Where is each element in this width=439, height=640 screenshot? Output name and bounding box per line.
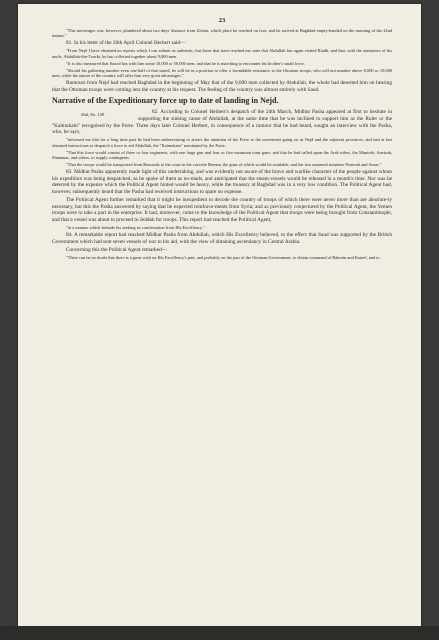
quote-transport: "That the troops would be transported from Bussorah to the coast in the corvette Brenna, the guns of which would be available, and the two unarmed steamers Ninevah and Assur.": [66, 162, 382, 168]
paragraph-84: 84. A remarkable report had reached Midhut Pasha from Abdullah, which His Excellency believed, to the effect that Saud was supported by the British Government which had sent seven vessels of war to his aid, with the view of obtaining ascendancy in Central Arabia.: [52, 232, 392, 245]
paragraph-83: 83. Midhut Pasha apparently made light of this undertaking, and was evidently not aware of the brave and warlike character of the people against whom his expedition was being despatched, as he spoke of them as no-mads, and anticipated that the steam-vessels would be released in a month's time. Nor was he deterred by the expense which the Political Agent hinted would be heavy, while the treasury at Baghdad was in a very low condition. The Political Agent had, however, subsequently heard that the Pasha had received instructions to spare no expense.: [52, 169, 392, 196]
quote-force-composition: "That this force would consist of three or four regiments, with one large gun and four or five mountain train guns; and that he had called upon the Arab tribes, the Muntefic Aneizah, Shammar, and others, to supply contingents.: [52, 149, 392, 161]
page-number: 23: [218, 17, 226, 24]
viewer-bottom-bar: [0, 626, 439, 640]
quote-porte-instructions: "informed me that for a long time past he had been endeavouring to attract the attention of the Porte to the movement going on in Nejd and the adjacent provinces, and had at last obtained instructions to despatch a force to aid Abdullah, the "Kaimukam" nominated by the Porte.: [52, 137, 392, 148]
document-page: [18, 4, 421, 626]
paragraph-political-agent: The Political Agent further remarked that it might be inexpedient to decode the country of troops of which there were never more than are absolute-ly necessary, but this the Pasha answered by saying that he expected reinforce-ments from Syria; and as previously conjectured by the Political Agent, the Yemen troops were to take a part in the enterprise. It had, moreover, come to the knowledge of the Political Agent that troops were being brought from Constantinople, and that a vessel was about to proceed to Jeddah for troops. This report had reached the Political Agent,: [52, 197, 392, 223]
section-heading: Narrative of the Expeditionary force up to date of landing in Nejd.: [52, 96, 279, 106]
paragraph-rumours: Rumours from Nejd had reached Baghdad in the beginning of May that of the 9,000 men collected by Abdullah, the whole had deserted him on hearing that the Ottoman troops were coming into the country at his request. The feeling of the country was almost entirely with Saud.: [52, 80, 392, 93]
quote-excellency: "in a manner which forbade his seeking its confirmation from His Excellency.": [66, 225, 205, 230]
paragraph-82: 82. According to Colonel Herbert's despatch of the 24th March, Midhut Pasha appeared at first to hesitate in supporting the sinking cause of Abdullah, at the same time that he was inclined to support him as the Ruler or the "Kaimukam" recognised by the Porte. Three days later Colonel Herbert, in consequence of a rumour that he had heard, sought an interview with the Pasha, who, he says,: [52, 109, 392, 136]
paragraph-81: 81. In his letter of the 20th April Colonel Herbert said—: [66, 40, 186, 47]
quote-saood-rumour: "It is also rumoured that Saood has with him some 10,000 or 50,000 men, and that he is marching to encounter his brother's small force.: [66, 60, 305, 66]
margin-reference: Ibid, No. 138.: [81, 112, 105, 118]
quote-gathering: "Should his gathering number even one-half of that stated, he will be in a position to offer a formidable resistance to the Ottoman troops, who will not number above 8,000 or 10,000 men, while the nature of the country will offer him very great advantages.": [52, 67, 392, 79]
page-content: [52, 18, 392, 262]
quote-messenger: "This messenger was, however, plundered about two days' distance from Zobair, which place he reached on foot, and he arrived at Baghdad empty-handed on the morning of the 22nd instant.": [52, 27, 392, 39]
paragraph-concerning: Concerning this the Political Agent remarked—: [66, 246, 168, 253]
quote-nejd-reports: "From Nejd I have obtained no reports which I can submit as authentic, but those that have reached me state that Abdullah has again visited Riadh, and that, with the assistance of his uncle, Abdullah-ibn-Toorki, he has collected together about 9,000 men.: [52, 48, 392, 59]
quote-bahrein: "There can be no doubt that there is a great wish on His Excellency's part, and probably on the part of the Ottoman Government, to obtain command of Bahrein and Kateef, and to: [66, 254, 380, 260]
